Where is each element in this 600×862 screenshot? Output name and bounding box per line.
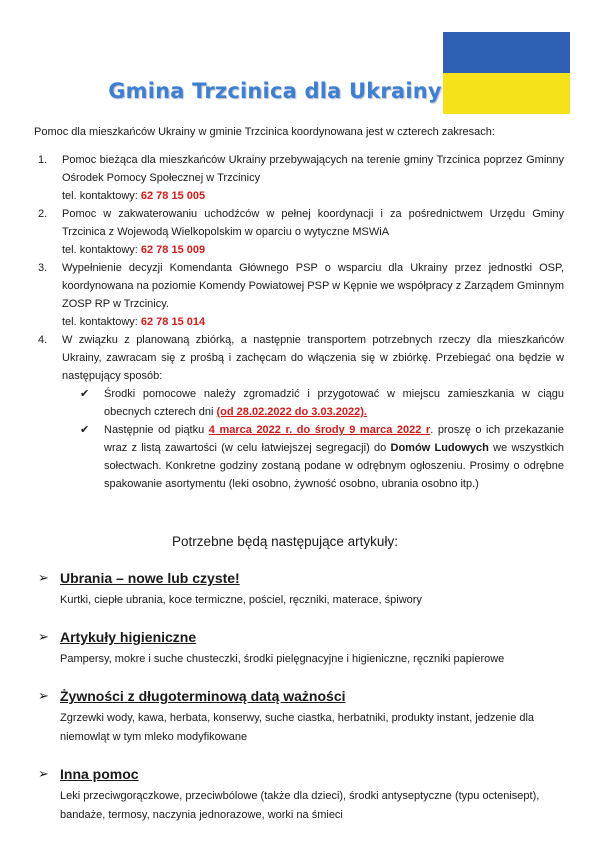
section-heading [38, 627, 558, 647]
check-item-1 [62, 385, 564, 421]
check-bold-location: Domów Ludowych [390, 442, 489, 454]
checkmark-icon: ✔ [80, 424, 90, 436]
check-item-2 [62, 421, 564, 493]
checkmark-icon: ✔ [80, 388, 90, 400]
item-number: 3. [38, 262, 48, 274]
section-title: Żywności z długoterminową datą ważności [60, 688, 346, 704]
phone-number: 62 78 15 005 [140, 190, 206, 202]
arrow-bullet-icon: ➢ [38, 766, 49, 781]
phone-label: tel. kontaktowy: [62, 244, 138, 256]
section-other [38, 764, 558, 825]
section-title: Artykuły higieniczne [60, 629, 197, 645]
intro-text: Pomoc dla mieszkańców Ukrainy w gminie Trzcinica koordynowana jest w czterech zakresach: [34, 126, 495, 138]
arrow-bullet-icon: ➢ [38, 688, 49, 703]
flag-blue-stripe [443, 32, 570, 73]
arrow-bullet-icon: ➢ [38, 629, 49, 644]
section-body: Leki przeciwgorączkowe, przeciwbólowe (także dla dzieci), środki antyseptyczne (typu octenisept), bandaże, termosy, naczynia jednorazowe, worki na śmieci [60, 790, 540, 821]
section-body: Zgrzewki wody, kawa, herbata, konserwy, suche ciastka, herbatniki, produkty instant, jedzenie dla niemowląt w tym mleko modyfikowane [60, 712, 535, 743]
check-text-middle: . proszę o ich przekazanie wraz z listą zawartości (w celu łatwiejszej segregacji) do [104, 424, 564, 454]
list-item-4 [0, 331, 564, 493]
section-food [38, 686, 558, 747]
phone-label: tel. kontaktowy: [62, 316, 138, 328]
arrow-bullet-icon: ➢ [38, 570, 49, 585]
section-heading [38, 568, 558, 588]
phone-number: 62 78 15 009 [140, 244, 206, 256]
item-number: 1. [38, 154, 48, 166]
check-text: Środki pomocowe należy zgromadzić i przygotować w miejscu zamieszkania w ciągu obecnych czterech dni [104, 388, 564, 418]
check-highlight-dates: (od 28.02.2022 do 3.03.2022). [216, 406, 367, 418]
check-highlight-dates: 4 marca 2022 r. do środy 9 marca 2022 r [208, 424, 431, 436]
support-list [0, 151, 600, 493]
list-item-2 [0, 205, 564, 259]
section-heading [38, 764, 558, 784]
section-title: Ubrania – nowe lub czyste! [60, 570, 240, 586]
list-item-1 [0, 151, 564, 205]
section-body: Pampersy, mokre i suche chusteczki, środki pielęgnacyjne i higieniczne, ręczniki papierowe [60, 653, 505, 665]
page-title: Gmina Trzcinica dla Ukrainy [108, 79, 442, 103]
item-number: 2. [38, 208, 48, 220]
phone-label: tel. kontaktowy: [62, 190, 138, 202]
item-text: Pomoc bieżąca dla mieszkańców Ukrainy przebywających na terenie gminy Trzcinica poprzez Gminny Ośrodek Pomocy Społecznej w Trzcinicy [62, 154, 564, 184]
section-clothes [38, 568, 558, 610]
section-heading [38, 686, 558, 706]
list-item-3 [0, 259, 564, 331]
section-hygiene [38, 627, 558, 669]
check-text-after: we wszystkich sołectwach. Konkretne godziny zostaną podane w odrębnym ogłoszeniu. Prosimy o odrębne spakowanie asortymentu (leki osobno, żywność osobno, ubrania osobno itp.) [104, 442, 565, 490]
item-text: Wypełnienie decyzji Komendanta Głównego PSP o wsparciu dla Ukrainy przez jednostki OSP, koordynowana na poziomie Komendy Powiatowej PSP w Kępnie we współpracy z Zarządem Gminnym ZOSP RP w Trzcinicy. [62, 262, 564, 310]
section-body: Kurtki, ciepłe ubrania, koce termiczne, pościel, ręczniki, materace, śpiwory [60, 594, 422, 606]
section-title: Inna pomoc [60, 766, 139, 782]
needed-items-heading: Potrzebne będą następujące artykuły: [172, 534, 398, 549]
phone-number: 62 78 15 014 [140, 316, 206, 328]
check-text: Następnie od piątku [104, 424, 205, 436]
item-number: 4. [38, 334, 48, 346]
item-text: Pomoc w zakwaterowaniu uchodźców w pełnej koordynacji i za pośrednictwem Urzędu Gminy Trzcinica z Wojewodą Wielkopolskim w oparciu o wytyczne MSWiA [62, 208, 564, 238]
checklist [62, 385, 564, 493]
item-text: W związku z planowaną zbiórką, a następnie transportem potrzebnych rzeczy dla mieszkańców Ukrainy, zawracam się z prośbą i zachęcam do włączenia się w zbiórkę. Przebiegać ona będzie w następujący sposób: [62, 334, 564, 382]
